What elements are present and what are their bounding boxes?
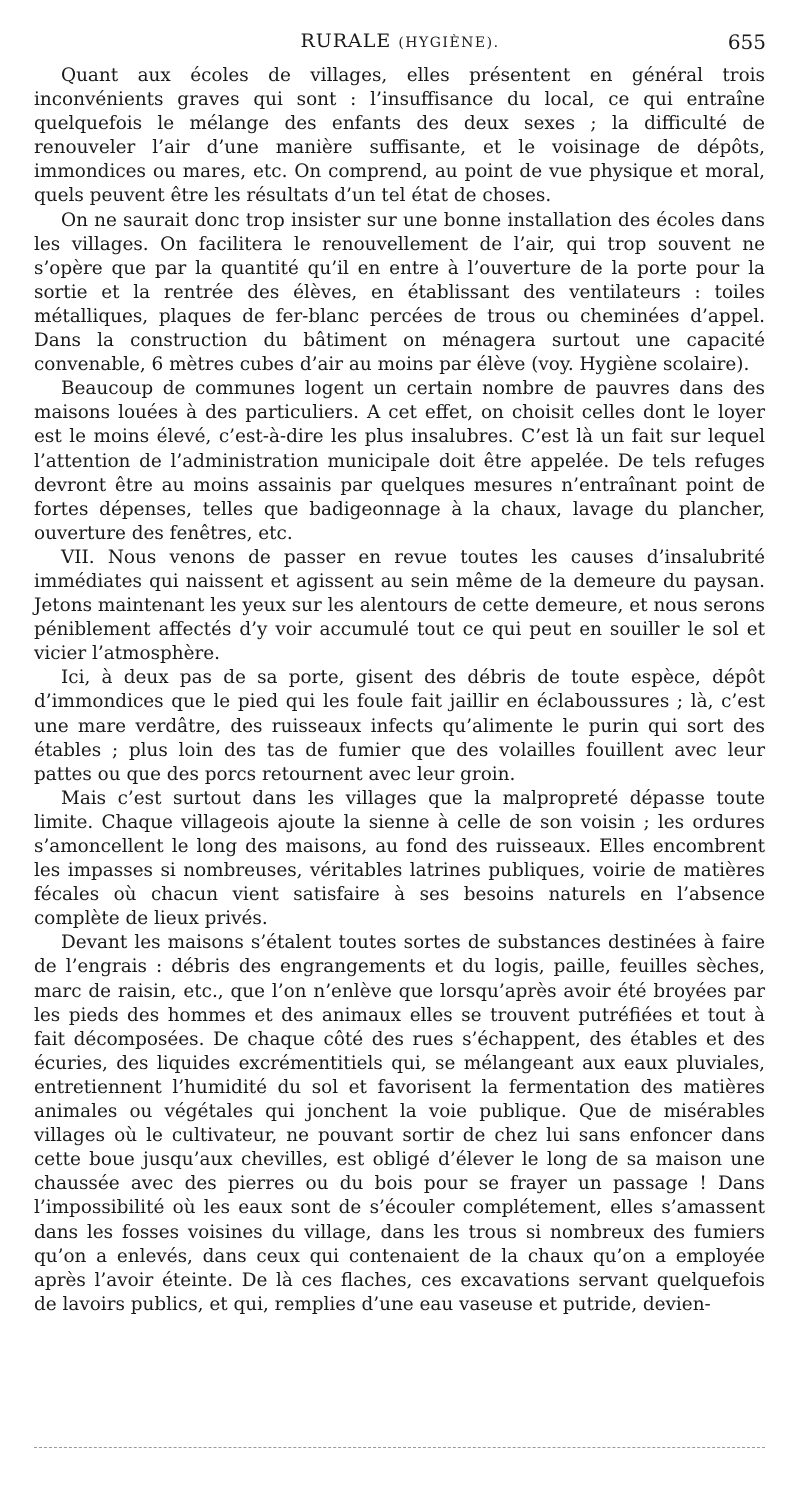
paragraph-manure-and-water: Devant les maisons s’étalent toutes sortes de substances destinées à faire de l’engrais : débris des engrangements et du logis, paille, feuilles sèches, marc de raisin, etc., que l’on n’enlève que lorsqu’après avoir été broyées par les pieds des hommes et des animaux elles se trouvent putréfiées et tout à fait décomposées. De chaque côté des rues s’échappent, des étables et des écuries, des liquides excrémentitiels qui, se mélangeant aux eaux pluviales, entretiennent l’humidité du sol et favorisent la fermentation des matières animales ou végétales qui jonchent la voie publique. Que de misérables villages où le cultivateur, ne pouvant sortir de chez lui sans enfoncer dans cette boue jusqu’aux chevilles, est obligé d’élever le long de sa maison une chaussée avec des pierres ou du bois pour se frayer un passage ! Dans l’impossibilité où les eaux sont de s’écouler complétement, elles s’amassent dans les fosses voisines du village, dans les trous si nombreux des fumiers qu’on a enlevés, dans ceux qui contenaient de la chaux qu’on a employée après l’avoir éteinte. De là ces flaches, ces excavations servant quelquefois de lavoirs publics, et qui, remplies d’une eau vaseuse et putride, devien- <box>34 932 765 1315</box>
body-text <box>34 64 765 1317</box>
paragraph-filth: Mais c’est surtout dans les villages que la malpropreté dépasse toute limite. Chaque villageois ajoute la sienne à celle de son voisin ; les ordures s’amoncellent le long des maisons, au fond des ruisseaux. Elles encombrent les impasses si nombreuses, véritables latrines publiques, voirie de matières fécales où chacun vient satisfaire à ses besoins naturels en l’absence complète de lieux privés. <box>34 787 765 930</box>
running-title-subtitle: (HYGIÈNE). <box>398 35 500 51</box>
paragraph-school-installation: On ne saurait donc trop insister sur une bonne installation des écoles dans les villages. On facilitera le renouvellement de l’air, qui trop souvent ne s’opère que par la quantité qu’il en entre à l’ouverture de la porte pour la sortie et la rentrée des élèves, en établissant des ventilateurs : toiles métalliques, plaques de fer-blanc percées de trous ou cheminées d’appel. Dans la construction du bâtiment on ménagera surtout une capacité convenable, 6 mètres cubes d’air au moins par élève (voy. Hygiène scolaire). <box>34 209 765 376</box>
running-title-main: RURALE <box>300 30 392 52</box>
paragraph-section-vii: VII. Nous venons de passer en revue toutes les causes d’insalubrité immédiates qui naissent et agissent au sein même de la demeure du paysan. Jetons maintenant les yeux sur les alentours de cette demeure, et nous serons péniblement affectés d’y voir accumulé tout ce qui peut en souiller le sol et vicier l’atmosphère. <box>34 546 765 665</box>
running-head <box>0 30 800 60</box>
bottom-rule <box>34 1447 765 1448</box>
running-title <box>0 30 800 52</box>
page-number: 655 <box>727 30 766 54</box>
paragraph-communal-housing: Beaucoup de communes logent un certain nombre de pauvres dans des maisons louées à des particuliers. A cet effet, on choisit celles dont le loyer est le moins élevé, c’est-à-dire les plus insalubres. C’est là un fait sur lequel l’attention de l’administration municipale doit être appelée. De tels refuges devront être au moins assainis par quelques mesures n’entraînant point de fortes dépenses, telles que badigeonnage à la chaux, lavage du plancher, ouverture des fenêtres, etc. <box>34 378 765 544</box>
paragraph-village-schools: Quant aux écoles de villages, elles présentent en général trois inconvénients graves qui sont : l’insuffisance du local, ce qui entraîne quelquefois le mélange des enfants des deux sexes ; la difficulté de renouveler l’air d’une manière suffisante, et le voisinage de dépôts, immondices ou mares, etc. On comprend, au point de vue physique et moral, quels peuvent être les résultats d’un tel état de choses. <box>34 65 765 207</box>
paragraph-debris: Ici, à deux pas de sa porte, gisent des débris de toute espèce, dépôt d’immondices que le pied qui les foule fait jaillir en éclaboussures ; là, c’est une mare verdâtre, des ruisseaux infects qu’alimente le purin qui sort des étables ; plus loin des tas de fumier que des volailles fouillent avec leur pattes ou que des porcs retournent avec leur groin. <box>34 667 765 785</box>
